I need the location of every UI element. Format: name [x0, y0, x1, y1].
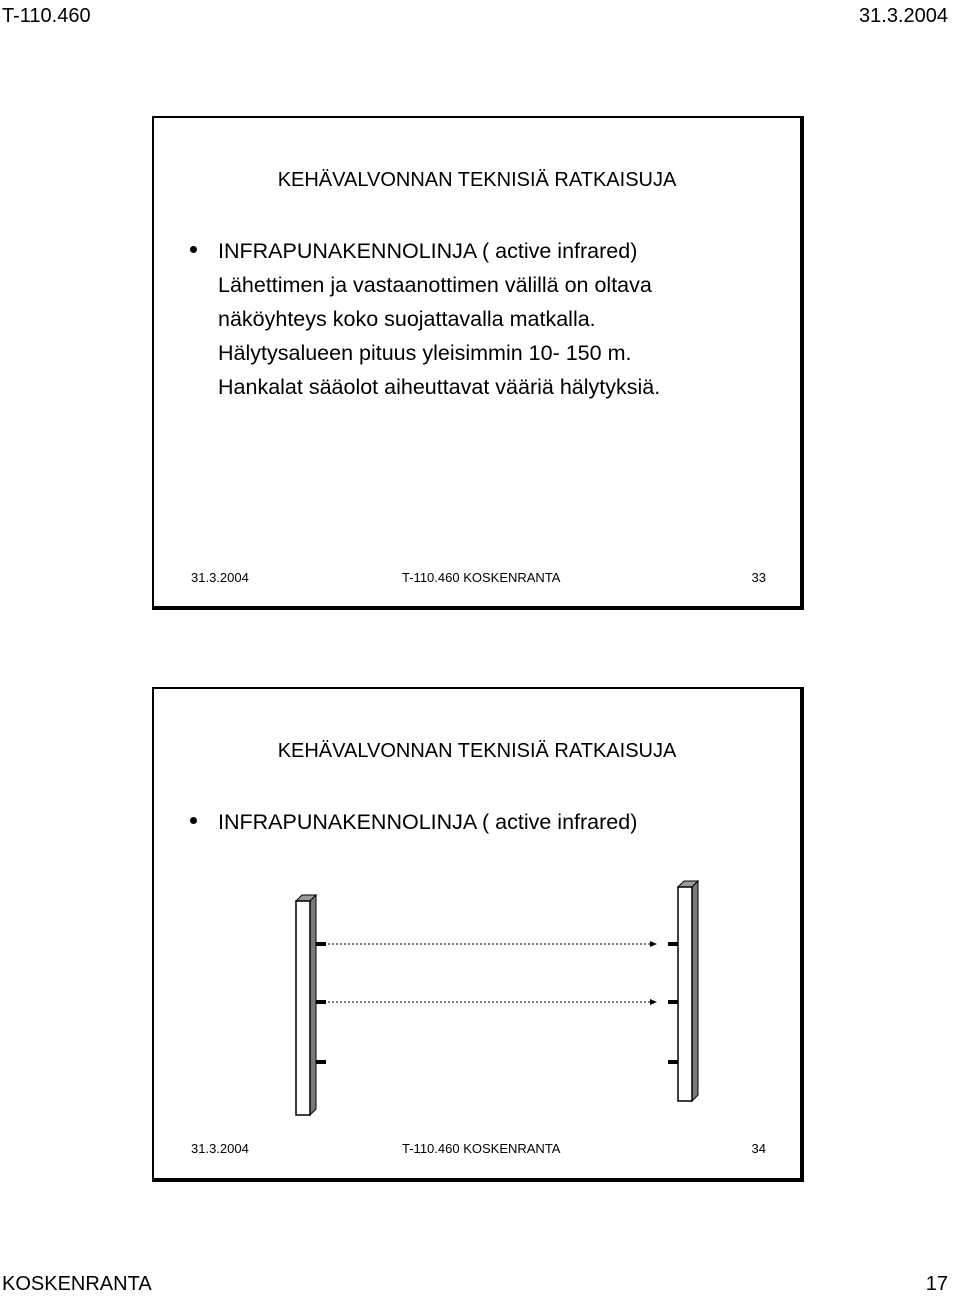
transmitter-post-icon [296, 895, 316, 1115]
slide-footer-date: 31.3.2004 [191, 570, 249, 585]
slide-footer-course: T-110.460 KOSKENRANTA [402, 1141, 561, 1156]
page-footer-author: KOSKENRANTA [2, 1273, 152, 1295]
slide-footer [154, 1140, 800, 1158]
emitter-marker [316, 1000, 326, 1004]
receiver-marker [668, 1000, 678, 1004]
bullet-list [190, 234, 790, 404]
bullet-line: Hälytysalueen pituus yleisimmin 10- 150 m. [218, 341, 632, 365]
receiver-marker [668, 942, 678, 946]
bullet-item [190, 234, 790, 404]
bullet-line: Hankalat sääolot aiheuttavat vääriä hälytyksiä. [218, 375, 661, 399]
bullet-line: Lähettimen ja vastaanottimen välillä on oltava [218, 273, 652, 297]
page-header-date: 31.3.2004 [859, 5, 948, 27]
slide-33 [152, 116, 804, 610]
page-header-course: T-110.460 [2, 5, 91, 27]
slide-footer [154, 569, 800, 587]
slide-footer-number: 34 [751, 1141, 766, 1156]
infrared-beams [328, 941, 657, 1005]
receiver-post-icon [678, 881, 698, 1101]
infrared-beam-diagram [154, 689, 802, 1179]
emitter-markers [316, 942, 678, 1064]
receiver-marker [668, 1060, 678, 1064]
slide-34 [152, 687, 804, 1182]
slide-footer-number: 33 [751, 570, 766, 585]
page-footer-page-number: 17 [925, 1273, 948, 1295]
slide-title: KEHÄVALVONNAN TEKNISIÄ RATKAISUJA [277, 740, 677, 762]
beam-arrow-icon [650, 941, 657, 947]
bullet-line: INFRAPUNAKENNOLINJA ( active infrared) [218, 239, 638, 263]
beam-arrow-icon [650, 999, 657, 1005]
emitter-marker [316, 1060, 326, 1064]
bullet-line: INFRAPUNAKENNOLINJA ( active infrared) [218, 810, 638, 834]
bullet-line: näköyhteys koko suojattavalla matkalla. [218, 307, 596, 331]
bullet-dot-icon [190, 246, 197, 253]
slide-footer-date: 31.3.2004 [191, 1141, 249, 1156]
emitter-marker [316, 942, 326, 946]
slide-footer-course: T-110.460 KOSKENRANTA [402, 570, 561, 585]
slide-title: KEHÄVALVONNAN TEKNISIÄ RATKAISUJA [277, 169, 677, 191]
